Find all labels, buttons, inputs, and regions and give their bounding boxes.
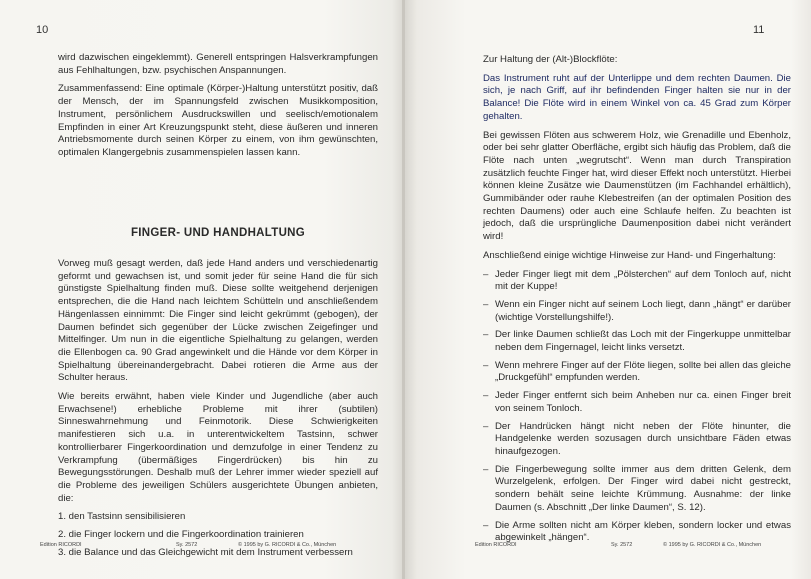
footer-copyright: © 1995 by G. RICORDI & Co., München — [663, 542, 762, 548]
section-heading: FINGER- UND HANDHALTUNG — [130, 227, 306, 239]
body-text — [58, 258, 378, 564]
list-item: – Die Arme sollten nicht am Körper kleben, sondern locker und etwas abgewinkelt „hängen“. — [483, 520, 791, 545]
list-item: – Wenn ein Finger nicht auf seinem Loch liegt, dann „hängt“ er darüber (wichtige Vorstellungshilfe!). — [483, 299, 791, 324]
footer-catalog: Sy. 2572 — [176, 542, 198, 548]
paragraph: Anschließend einige wichtige Hinweise zur Hand- und Fingerhaltung: — [483, 249, 776, 261]
page-number: 10 — [36, 24, 49, 36]
section-title: Zur Haltung der (Alt-)Blockflöte: — [483, 54, 618, 65]
paragraph: Vorweg muß gesagt werden, daß jede Hand anders und verschiedenartig geformt und gewachsen ist, und somit jeder für seine Hand die für sich günstigste Spielhaltung finden muß. Diese sollte weitgehend derjenigen entsprechen, die die Hand nach leichtem Schütteln und anschließendem Hängenlassen einnimmt: Die Finger sind leicht gekrümmt (gebogen), der Daumen befindet sich gegenüber der Lücke zwischen Zeigefinger und Mittelfinger. Um nun in die eigentliche Spielhaltung zu gelangen, werden die Ellenbogen ca. 90 Grad angewinkelt und die Hände vor dem Körper in Spielhaltung übereinandergebracht. Dabei rotieren die Arme aus der Schulter heraus. — [58, 258, 378, 384]
list-item: – Die Fingerbewegung sollte immer aus dem dritten Gelenk, dem Wurzelgelenk, erfolgen. Der Finger wird dabei nicht gestreckt, sondern behält seine leichte Krümmung. Ausnahme: der linke Daumen (s. Abschnitt „Der linke Daumen“, S. 12). — [483, 464, 791, 515]
list-item: 3. die Balance und das Gleichgewicht mit dem Instrument verbessern — [58, 546, 353, 558]
list-item: – Wenn mehrere Finger auf der Flöte liegen, sollte bei allen das gleiche „Druckgefühl“ empfunden werden. — [483, 360, 791, 385]
list-item: – Jeder Finger liegt mit dem „Pölsterchen“ auf dem Tonloch auf, nicht mit der Kuppe! — [483, 269, 791, 294]
list-item: – Jeder Finger entfernt sich beim Anheben nur ca. einen Finger breit von seinem Tonloch. — [483, 390, 791, 415]
paragraph: Bei gewissen Flöten aus schwerem Holz, wie Grenadille und Ebenholz, oder bei sehr glatter Oberfläche, ergibt sich häufig das Problem, daß die Flöte nach unten „wegrutscht“. Wenn man durch Transpiration zusätzlich feuchte Finger hat, wird dieser Effekt noch unterstützt. Hierbei können kleine Zusätze wie Daumenstützen (im Fachhandel erhältlich), Gummibänder oder rauhe Klebestreifen (an der optimalen Position des rechten Daumens) oder auch eine Schlaufe helfen. Zu beachten ist jedoch, daß die ursprüngliche Daumenposition dabei nicht verändert wird! — [483, 129, 791, 243]
paragraph: Wie bereits erwähnt, haben viele Kinder und Jugendliche (aber auch Erwachsene!) erhebliche Probleme mit ihrer (subtilen) Sinneswahrnehmung und Feinmotorik. Diese Schwierigkeiten manifestieren sich u.a. in unterentwickeltem Tastsinn, schwer kontrollierbarer Fingerkoordination und demzufolge in einer Tendenz zu Verkrampfung (übermäßiges Fingerdrücken) bis hin zu Bewegungsstörungen. Deshalb muß der Lehrer immer wieder speziell auf die Probleme des jeweiligen Schülers ausgerichtete Übungen anbieten, die: — [58, 391, 378, 504]
exercise-list — [58, 511, 378, 559]
page-number: 11 — [753, 24, 765, 36]
left-page — [0, 0, 404, 579]
hint-list — [483, 269, 791, 545]
list-item: – Der Handrücken hängt nicht neben der Flöte hinunter, die Handgelenke werden sozusagen durch unsichtbare Fäden etwas hinaufgezogen. — [483, 421, 791, 459]
footer-edition: Edition RICORDI — [475, 542, 517, 548]
intro-text — [58, 52, 378, 166]
list-item: 1. den Tastsinn sensibilisieren — [58, 511, 186, 523]
footer-catalog: Sy. 2572 — [611, 542, 633, 548]
right-page — [405, 0, 811, 579]
body-text — [483, 54, 791, 550]
footer-copyright: © 1995 by G. RICORDI & Co., München — [238, 542, 337, 548]
list-item: 2. die Finger lockern und die Fingerkoordination trainieren — [58, 529, 304, 541]
list-item: – Der linke Daumen schließt das Loch mit der Fingerkuppe unmittelbar neben dem Fingernagel, leicht links versetzt. — [483, 329, 791, 354]
paragraph: Das Instrument ruht auf der Unterlippe und dem rechten Daumen. Die sich, je nach Griff, auf ihr befindenden Finger halten sie nur in der Balance! Die Flöte wird in einem Winkel von ca. 45 Grad zum Körper gehalten. — [483, 72, 791, 122]
paragraph: wird dazwischen eingeklemmt). Generell entspringen Halsverkrampfungen aus Fehlhaltungen, bzw. psychischen Anspannungen. — [58, 52, 378, 76]
paragraph: Zusammenfassend: Eine optimale (Körper-)Haltung unterstützt positiv, daß der Mensch, der im Spannungsfeld zwischen Musikkomposition, Instrument, persönlichem Ausdruckswillen und seelisch/emotionalem Empfinden in einer Art Kreuzungspunkt steht, diese äußeren und inneren Antriebsmomente durch seinen Körper zu einem, von ihm gewünschten, optimalen Klangergebnis zusammenspielen lassen kann. — [58, 83, 378, 158]
footer-edition: Edition RICORDI — [40, 542, 82, 548]
